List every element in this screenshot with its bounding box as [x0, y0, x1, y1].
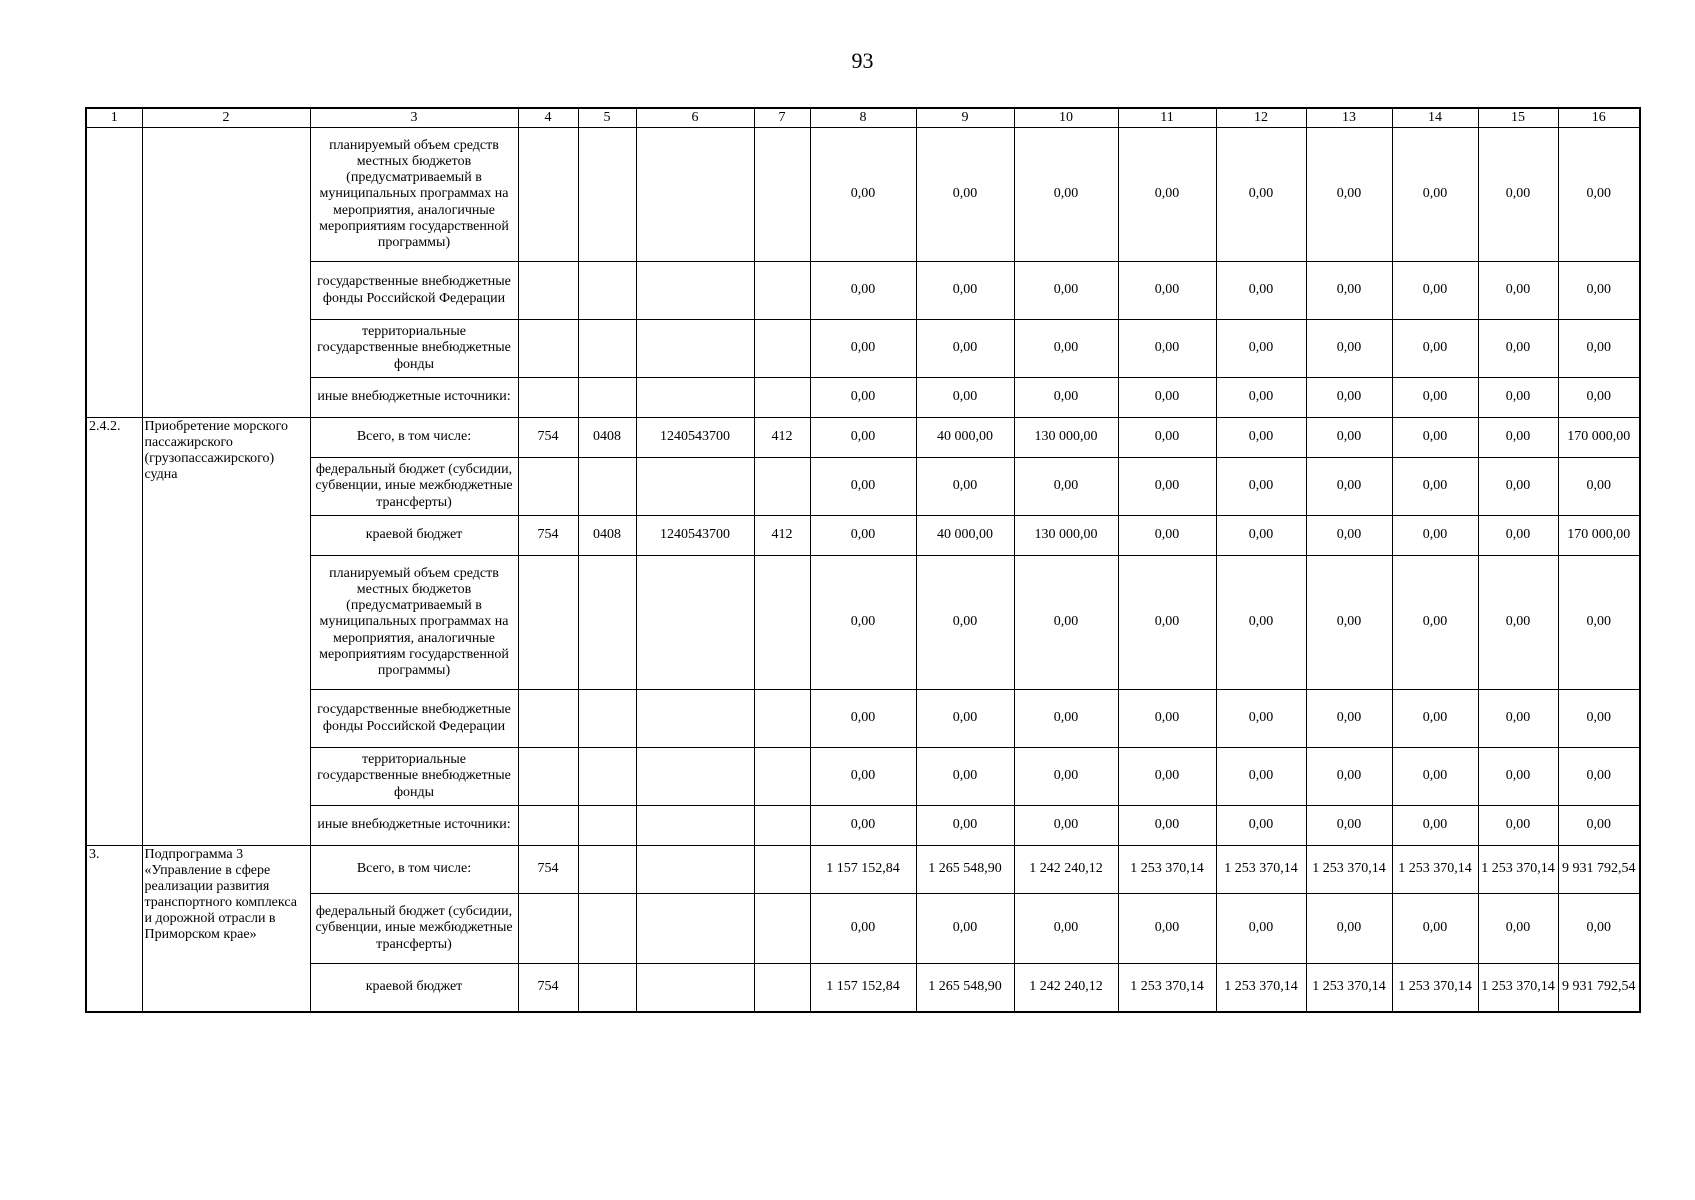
amount-cell: 0,00	[1216, 378, 1306, 418]
item-name: Подпрограмма 3 «Управление в сфере реализации развития транспортного комплекса и дорожной отрасли в Приморском крае»	[142, 846, 310, 1012]
amount-cell: 0,00	[1118, 458, 1216, 516]
amount-cell: 0,00	[1216, 556, 1306, 690]
column-header-7: 7	[754, 108, 810, 128]
column-header-10: 10	[1014, 108, 1118, 128]
target-code	[636, 846, 754, 894]
amount-cell: 0,00	[1216, 690, 1306, 748]
table-row	[86, 262, 1640, 320]
amount-cell: 0,00	[1216, 806, 1306, 846]
amount-cell: 0,00	[1014, 262, 1118, 320]
amount-cell: 1 157 152,84	[810, 964, 916, 1012]
amount-cell: 1 265 548,90	[916, 964, 1014, 1012]
grbs-code	[518, 556, 578, 690]
amount-cell: 0,00	[810, 516, 916, 556]
expense-type-code	[754, 378, 810, 418]
column-header-11: 11	[1118, 108, 1216, 128]
amount-cell: 0,00	[916, 320, 1014, 378]
amount-cell: 0,00	[1306, 894, 1392, 964]
amount-cell: 1 265 548,90	[916, 846, 1014, 894]
expense-type-code	[754, 458, 810, 516]
grbs-code: 754	[518, 964, 578, 1012]
amount-cell: 0,00	[916, 806, 1014, 846]
item-number: 3.	[86, 846, 142, 1012]
amount-cell: 0,00	[1392, 690, 1478, 748]
page-number: 93	[851, 48, 874, 73]
grbs-code	[518, 458, 578, 516]
expense-type-code	[754, 894, 810, 964]
funding-source: государственные внебюджетные фонды Российской Федерации	[310, 262, 518, 320]
table-row	[86, 806, 1640, 846]
amount-cell: 0,00	[1118, 128, 1216, 262]
amount-cell: 0,00	[1558, 748, 1640, 806]
expense-type-code	[754, 964, 810, 1012]
amount-cell: 0,00	[1306, 418, 1392, 458]
amount-cell: 0,00	[1478, 516, 1558, 556]
target-code	[636, 894, 754, 964]
grbs-code	[518, 690, 578, 748]
amount-cell: 170 000,00	[1558, 418, 1640, 458]
grbs-code	[518, 128, 578, 262]
amount-cell: 0,00	[916, 262, 1014, 320]
item-number	[86, 128, 142, 418]
column-header-2: 2	[142, 108, 310, 128]
table-row	[86, 556, 1640, 690]
amount-cell: 0,00	[1306, 128, 1392, 262]
amount-cell: 0,00	[1478, 262, 1558, 320]
amount-cell: 1 242 240,12	[1014, 846, 1118, 894]
amount-cell: 1 253 370,14	[1392, 964, 1478, 1012]
column-header-14: 14	[1392, 108, 1478, 128]
amount-cell: 0,00	[1478, 378, 1558, 418]
amount-cell: 0,00	[1014, 378, 1118, 418]
amount-cell: 0,00	[1118, 378, 1216, 418]
amount-cell: 0,00	[1118, 690, 1216, 748]
table-row	[86, 690, 1640, 748]
amount-cell: 0,00	[1392, 806, 1478, 846]
section-code: 0408	[578, 418, 636, 458]
amount-cell: 0,00	[1014, 458, 1118, 516]
amount-cell: 1 242 240,12	[1014, 964, 1118, 1012]
funding-source: федеральный бюджет (субсидии, субвенции, иные межбюджетные трансферты)	[310, 458, 518, 516]
target-code	[636, 690, 754, 748]
expense-type-code	[754, 556, 810, 690]
amount-cell: 0,00	[1118, 806, 1216, 846]
amount-cell: 1 253 370,14	[1306, 846, 1392, 894]
amount-cell: 0,00	[1478, 806, 1558, 846]
amount-cell: 170 000,00	[1558, 516, 1640, 556]
target-code: 1240543700	[636, 418, 754, 458]
table-row	[86, 748, 1640, 806]
amount-cell: 0,00	[1216, 516, 1306, 556]
amount-cell: 0,00	[810, 262, 916, 320]
expense-type-code	[754, 262, 810, 320]
column-header-1: 1	[86, 108, 142, 128]
table-row	[86, 378, 1640, 418]
amount-cell: 0,00	[1306, 458, 1392, 516]
amount-cell: 0,00	[1118, 418, 1216, 458]
amount-cell: 1 253 370,14	[1118, 846, 1216, 894]
amount-cell: 0,00	[1392, 458, 1478, 516]
section-code	[578, 690, 636, 748]
amount-cell: 0,00	[1118, 320, 1216, 378]
funding-source: территориальные государственные внебюджетные фонды	[310, 320, 518, 378]
section-code: 0408	[578, 516, 636, 556]
amount-cell: 0,00	[1558, 894, 1640, 964]
target-code	[636, 556, 754, 690]
amount-cell: 0,00	[916, 458, 1014, 516]
amount-cell: 0,00	[1216, 748, 1306, 806]
amount-cell: 0,00	[1216, 320, 1306, 378]
target-code: 1240543700	[636, 516, 754, 556]
amount-cell: 0,00	[1478, 458, 1558, 516]
amount-cell: 0,00	[1558, 128, 1640, 262]
table-row	[86, 128, 1640, 262]
grbs-code: 754	[518, 516, 578, 556]
amount-cell: 0,00	[1118, 894, 1216, 964]
amount-cell: 0,00	[1216, 128, 1306, 262]
funding-source: планируемый объем средств местных бюджетов (предусматриваемый в муниципальных программах на мероприятия, аналогичные мероприятиям государственной программы)	[310, 556, 518, 690]
amount-cell: 0,00	[1558, 320, 1640, 378]
target-code	[636, 964, 754, 1012]
amount-cell: 1 253 370,14	[1118, 964, 1216, 1012]
column-header-5: 5	[578, 108, 636, 128]
item-number: 2.4.2.	[86, 418, 142, 846]
amount-cell: 0,00	[810, 894, 916, 964]
grbs-code	[518, 806, 578, 846]
amount-cell: 0,00	[1306, 378, 1392, 418]
target-code	[636, 378, 754, 418]
amount-cell: 0,00	[1392, 516, 1478, 556]
funding-source: иные внебюджетные источники:	[310, 806, 518, 846]
amount-cell: 0,00	[916, 690, 1014, 748]
amount-cell: 1 253 370,14	[1392, 846, 1478, 894]
amount-cell: 0,00	[916, 128, 1014, 262]
amount-cell: 0,00	[1558, 262, 1640, 320]
amount-cell: 0,00	[1306, 516, 1392, 556]
amount-cell: 0,00	[1558, 690, 1640, 748]
amount-cell: 0,00	[1478, 128, 1558, 262]
amount-cell: 130 000,00	[1014, 516, 1118, 556]
section-code	[578, 378, 636, 418]
expense-type-code	[754, 806, 810, 846]
amount-cell: 0,00	[1478, 690, 1558, 748]
target-code	[636, 806, 754, 846]
table-row	[86, 320, 1640, 378]
section-code	[578, 556, 636, 690]
amount-cell: 0,00	[1014, 320, 1118, 378]
expense-type-code: 412	[754, 418, 810, 458]
grbs-code: 754	[518, 418, 578, 458]
amount-cell: 0,00	[810, 320, 916, 378]
column-header-8: 8	[810, 108, 916, 128]
amount-cell: 0,00	[1216, 262, 1306, 320]
amount-cell: 0,00	[1306, 556, 1392, 690]
amount-cell: 0,00	[1478, 556, 1558, 690]
section-code	[578, 262, 636, 320]
amount-cell: 1 253 370,14	[1306, 964, 1392, 1012]
amount-cell: 0,00	[1118, 262, 1216, 320]
section-code	[578, 320, 636, 378]
target-code	[636, 262, 754, 320]
table-row	[86, 516, 1640, 556]
amount-cell: 0,00	[1306, 262, 1392, 320]
amount-cell: 0,00	[1392, 378, 1478, 418]
amount-cell: 0,00	[1392, 320, 1478, 378]
table-row	[86, 894, 1640, 964]
amount-cell: 0,00	[1118, 516, 1216, 556]
column-header-13: 13	[1306, 108, 1392, 128]
target-code	[636, 458, 754, 516]
budget-table	[85, 107, 1641, 1013]
amount-cell: 0,00	[1558, 806, 1640, 846]
amount-cell: 0,00	[916, 556, 1014, 690]
amount-cell: 0,00	[810, 556, 916, 690]
table-row	[86, 458, 1640, 516]
column-header-3: 3	[310, 108, 518, 128]
amount-cell: 0,00	[1392, 556, 1478, 690]
amount-cell: 1 253 370,14	[1216, 964, 1306, 1012]
column-header-16: 16	[1558, 108, 1640, 128]
expense-type-code	[754, 320, 810, 378]
expense-type-code	[754, 748, 810, 806]
amount-cell: 0,00	[1014, 128, 1118, 262]
amount-cell: 1 253 370,14	[1478, 964, 1558, 1012]
section-code	[578, 964, 636, 1012]
amount-cell: 0,00	[810, 806, 916, 846]
amount-cell: 0,00	[1392, 262, 1478, 320]
funding-source: государственные внебюджетные фонды Российской Федерации	[310, 690, 518, 748]
column-header-4: 4	[518, 108, 578, 128]
grbs-code	[518, 378, 578, 418]
amount-cell: 0,00	[810, 748, 916, 806]
amount-cell: 0,00	[1558, 556, 1640, 690]
grbs-code: 754	[518, 846, 578, 894]
section-code	[578, 128, 636, 262]
target-code	[636, 748, 754, 806]
expense-type-code	[754, 690, 810, 748]
section-code	[578, 846, 636, 894]
amount-cell: 0,00	[1014, 894, 1118, 964]
amount-cell: 130 000,00	[1014, 418, 1118, 458]
target-code	[636, 320, 754, 378]
column-header-12: 12	[1216, 108, 1306, 128]
amount-cell: 0,00	[1392, 418, 1478, 458]
amount-cell: 0,00	[1392, 748, 1478, 806]
table-row	[86, 846, 1640, 894]
section-code	[578, 748, 636, 806]
amount-cell: 0,00	[1216, 418, 1306, 458]
table-row	[86, 418, 1640, 458]
amount-cell: 0,00	[1478, 418, 1558, 458]
funding-source: федеральный бюджет (субсидии, субвенции, иные межбюджетные трансферты)	[310, 894, 518, 964]
funding-source: территориальные государственные внебюджетные фонды	[310, 748, 518, 806]
funding-source: Всего, в том числе:	[310, 846, 518, 894]
funding-source: иные внебюджетные источники:	[310, 378, 518, 418]
amount-cell: 0,00	[1478, 894, 1558, 964]
item-name: Приобретение морского пассажирского (грузопассажирского) судна	[142, 418, 310, 846]
grbs-code	[518, 748, 578, 806]
expense-type-code	[754, 846, 810, 894]
amount-cell: 0,00	[1306, 690, 1392, 748]
expense-type-code: 412	[754, 516, 810, 556]
column-header-6: 6	[636, 108, 754, 128]
funding-source: краевой бюджет	[310, 516, 518, 556]
amount-cell: 0,00	[1014, 748, 1118, 806]
amount-cell: 0,00	[810, 690, 916, 748]
amount-cell: 0,00	[1014, 806, 1118, 846]
amount-cell: 0,00	[1478, 748, 1558, 806]
section-code	[578, 894, 636, 964]
amount-cell: 0,00	[916, 378, 1014, 418]
amount-cell: 0,00	[1306, 806, 1392, 846]
funding-source: краевой бюджет	[310, 964, 518, 1012]
amount-cell: 0,00	[1478, 320, 1558, 378]
grbs-code	[518, 320, 578, 378]
column-header-9: 9	[916, 108, 1014, 128]
amount-cell: 0,00	[916, 748, 1014, 806]
amount-cell: 1 157 152,84	[810, 846, 916, 894]
table-row	[86, 964, 1640, 1012]
amount-cell: 0,00	[1014, 556, 1118, 690]
amount-cell: 9 931 792,54	[1558, 846, 1640, 894]
amount-cell: 0,00	[1558, 458, 1640, 516]
amount-cell: 40 000,00	[916, 418, 1014, 458]
amount-cell: 1 253 370,14	[1216, 846, 1306, 894]
column-header-15: 15	[1478, 108, 1558, 128]
section-code	[578, 806, 636, 846]
amount-cell: 0,00	[1392, 128, 1478, 262]
expense-type-code	[754, 128, 810, 262]
amount-cell: 0,00	[1558, 378, 1640, 418]
amount-cell: 0,00	[810, 418, 916, 458]
amount-cell: 0,00	[1216, 894, 1306, 964]
amount-cell: 0,00	[1118, 556, 1216, 690]
funding-source: планируемый объем средств местных бюджетов (предусматриваемый в муниципальных программах на мероприятия, аналогичные мероприятиям государственной программы)	[310, 128, 518, 262]
grbs-code	[518, 262, 578, 320]
amount-cell: 40 000,00	[916, 516, 1014, 556]
item-name	[142, 128, 310, 418]
amount-cell: 9 931 792,54	[1558, 964, 1640, 1012]
amount-cell: 0,00	[810, 378, 916, 418]
amount-cell: 0,00	[1392, 894, 1478, 964]
amount-cell: 0,00	[916, 894, 1014, 964]
amount-cell: 0,00	[1118, 748, 1216, 806]
amount-cell: 0,00	[1306, 320, 1392, 378]
amount-cell: 0,00	[1306, 748, 1392, 806]
section-code	[578, 458, 636, 516]
target-code	[636, 128, 754, 262]
amount-cell: 0,00	[810, 128, 916, 262]
amount-cell: 0,00	[1014, 690, 1118, 748]
amount-cell: 0,00	[810, 458, 916, 516]
amount-cell: 1 253 370,14	[1478, 846, 1558, 894]
funding-source: Всего, в том числе:	[310, 418, 518, 458]
grbs-code	[518, 894, 578, 964]
amount-cell: 0,00	[1216, 458, 1306, 516]
header-row	[86, 108, 1640, 128]
